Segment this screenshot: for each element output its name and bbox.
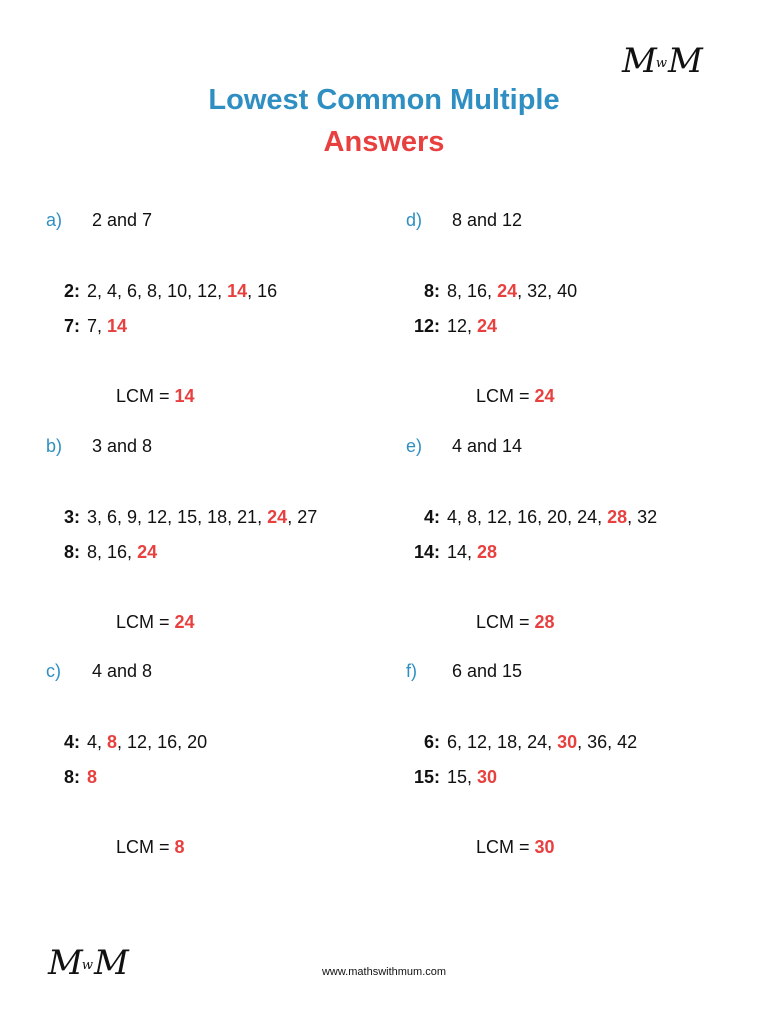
question-text: 4 and 8: [92, 661, 153, 681]
lcm-answer: [476, 612, 555, 633]
page-subtitle: Answers: [323, 126, 445, 158]
multiples-post: , 36, 42: [577, 732, 638, 752]
multiples-list: [87, 281, 277, 301]
question-text: 8 and 12: [452, 210, 523, 230]
common-multiple: 8: [87, 767, 98, 787]
multiples-label: 14:: [413, 542, 440, 562]
lcm-label: LCM =: [116, 837, 175, 857]
multiples-list: [447, 507, 657, 527]
website-url: www.mathswithmum.com: [321, 966, 447, 978]
lcm-label: LCM =: [476, 386, 535, 406]
multiples-pre: 8, 16,: [447, 281, 498, 301]
lcm-value: 14: [174, 386, 195, 406]
lcm-answer: [476, 386, 555, 407]
multiples-list: [87, 542, 157, 562]
lcm-answer: [116, 612, 195, 633]
logo-letter: M: [667, 41, 701, 81]
multiples-label: 8:: [63, 542, 80, 562]
lcm-label: LCM =: [476, 612, 535, 632]
multiples-list: [447, 316, 497, 336]
common-multiple: 24: [137, 542, 158, 562]
multiples-label: 15:: [413, 767, 440, 787]
question-letter: a): [46, 210, 63, 230]
question-d: [406, 210, 726, 430]
multiples-post: , 12, 16, 20: [117, 732, 208, 752]
question-a: [46, 210, 366, 430]
multiples-pre: 8, 16,: [87, 542, 138, 562]
multiples-label: 8:: [423, 281, 440, 301]
multiples-post: , 32, 40: [517, 281, 578, 301]
common-multiple: 28: [477, 542, 498, 562]
common-multiple: 24: [497, 281, 518, 301]
question-heading: [406, 436, 522, 457]
question-heading: [46, 436, 152, 457]
multiples-label: 2:: [63, 281, 80, 301]
multiples-row: [46, 767, 97, 788]
multiples-pre: 15,: [447, 767, 478, 787]
common-multiple: 8: [107, 732, 118, 752]
multiples-label: 8:: [63, 767, 80, 787]
lcm-answer: [116, 837, 185, 858]
multiples-row: [46, 316, 127, 337]
multiples-list: [87, 507, 317, 527]
multiples-list: [447, 542, 497, 562]
logo-letter: w: [655, 55, 667, 71]
question-f: [406, 661, 726, 881]
lcm-label: LCM =: [116, 612, 175, 632]
common-multiple: 24: [477, 316, 498, 336]
lcm-value: 24: [174, 612, 195, 632]
question-letter: c): [46, 661, 61, 681]
multiples-pre: 12,: [447, 316, 478, 336]
question-text: 6 and 15: [452, 661, 523, 681]
multiples-pre: 4,: [87, 732, 108, 752]
multiples-label: 7:: [63, 316, 80, 336]
question-letter: f): [406, 661, 417, 681]
multiples-list: [447, 732, 637, 752]
lcm-label: LCM =: [476, 837, 535, 857]
question-heading: [406, 210, 522, 231]
multiples-list: [87, 767, 97, 787]
lcm-value: 24: [534, 386, 555, 406]
question-text: 3 and 8: [92, 436, 153, 456]
question-heading: [46, 210, 152, 231]
multiples-pre: 2, 4, 6, 8, 10, 12,: [87, 281, 228, 301]
multiples-row: [46, 542, 157, 563]
logo-letter: M: [622, 41, 655, 81]
multiples-pre: 4, 8, 12, 16, 20, 24,: [447, 507, 608, 527]
multiples-row: [406, 767, 497, 788]
question-c: [46, 661, 366, 881]
multiples-row: [46, 281, 277, 302]
multiples-pre: 7,: [87, 316, 108, 336]
common-multiple: 14: [107, 316, 128, 336]
lcm-answer: [476, 837, 555, 858]
question-e: [406, 436, 726, 656]
common-multiple: 28: [607, 507, 628, 527]
multiples-pre: 6, 12, 18, 24,: [447, 732, 558, 752]
logo-letter: M: [93, 943, 127, 983]
multiples-row: [406, 316, 497, 337]
question-b: [46, 436, 366, 656]
common-multiple: 24: [267, 507, 288, 527]
page-title: Lowest Common Multiple: [208, 84, 560, 116]
multiples-post: , 32: [627, 507, 658, 527]
multiples-row: [46, 507, 317, 528]
multiples-label: 3:: [63, 507, 80, 527]
question-letter: b): [46, 436, 63, 456]
multiples-label: 4:: [63, 732, 80, 752]
multiples-pre: 14,: [447, 542, 478, 562]
multiples-list: [447, 281, 577, 301]
question-heading: [46, 661, 152, 682]
multiples-list: [447, 767, 497, 787]
multiples-list: [87, 732, 207, 752]
multiples-post: , 27: [287, 507, 318, 527]
lcm-value: 28: [534, 612, 555, 632]
common-multiple: 30: [477, 767, 498, 787]
lcm-label: LCM =: [116, 386, 175, 406]
multiples-label: 6:: [423, 732, 440, 752]
logo-top: [622, 41, 701, 81]
logo-letter: M: [48, 943, 81, 983]
question-letter: d): [406, 210, 423, 230]
common-multiple: 14: [227, 281, 248, 301]
multiples-row: [406, 732, 637, 753]
question-heading: [406, 661, 522, 682]
multiples-row: [406, 542, 497, 563]
common-multiple: 30: [557, 732, 578, 752]
lcm-value: 30: [534, 837, 555, 857]
logo-letter: w: [81, 957, 93, 973]
question-text: 4 and 14: [452, 436, 523, 456]
multiples-list: [87, 316, 127, 336]
multiples-label: 4:: [423, 507, 440, 527]
multiples-label: 12:: [413, 316, 440, 336]
lcm-value: 8: [174, 837, 185, 857]
question-letter: e): [406, 436, 423, 456]
multiples-post: , 16: [247, 281, 278, 301]
multiples-row: [406, 281, 577, 302]
multiples-row: [406, 507, 657, 528]
question-text: 2 and 7: [92, 210, 153, 230]
multiples-pre: 3, 6, 9, 12, 15, 18, 21,: [87, 507, 268, 527]
multiples-row: [46, 732, 207, 753]
lcm-answer: [116, 386, 195, 407]
